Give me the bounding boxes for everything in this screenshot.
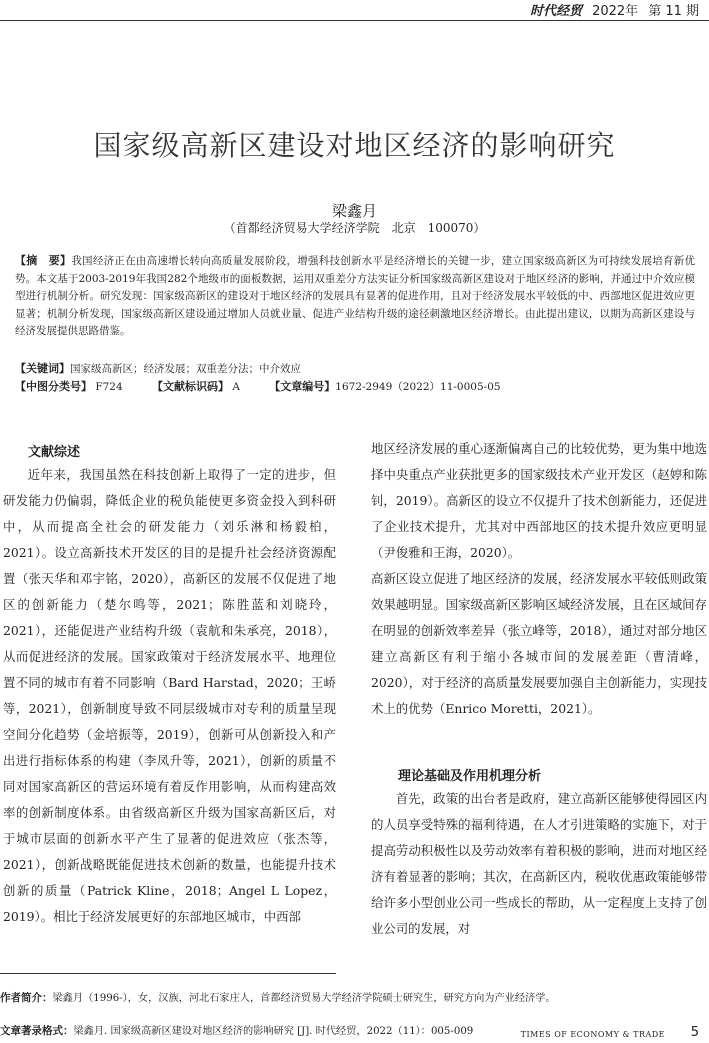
- right-column-bottom: [371, 786, 707, 942]
- classification-line: [15, 378, 695, 394]
- section-heading-literature: 文献综述: [28, 445, 81, 460]
- left-paragraph: 近年来，我国虽然在科技创新上取得了一定的进步，但研发能力仍偏弱，降低企业的税负能使更多资金投入到科研中，从而提高全社会的研发能力（刘乐淋和杨毅柏，2021）。设立高新技术开发区的目的是提升社会经济资源配置（张天华和邓宇铭，2020），高新区的发展不仅促进了地区的创新能力（楚尔鸣等，2021；陈胜蓝和刘晓玲，2021），还能促进产业结构升级（袁航和朱承亮，2018），从而促进经济的发展。国家政策对于经济发展水平、地理位置不同的城市有着不同影响（Bard Harstad，2020；王峤等，2021），创新制度导致不同层级城市对专利的质量呈现空间分化趋势（金培振等，2019），创新可从创新投入和产出进行指标体系的构建（李凤升等，2021），创新的质量不同对国家高新区的营运环境有着反作用影响，从而构建高效率的创新制度体系。由省级高新区升级为国家高新区后，对于城市层面的创新水平产生了显著的促进效应（张杰等，2021），创新战略既能促进技术创新的数量，也能提升技术创新的质量（Patrick Kline，2018；Angel L Lopez，2019）。相比于经济发展更好的东部地区城市，中西部: [3, 467, 336, 924]
- author-name: 梁鑫月: [331, 202, 377, 220]
- keywords-label: 【关键词】: [15, 362, 70, 375]
- header-rule: [0, 20, 709, 21]
- page-number: 5: [690, 1025, 699, 1040]
- author-bio-text: 梁鑫月（1996-），女，汉族，河北石家庄人，首都经济贸易大学经济学院硕士研究生，研究方向为产业经济学。: [52, 993, 556, 1004]
- keywords: [15, 360, 695, 376]
- citation-label: 文章著录格式：: [0, 1025, 74, 1037]
- abstract-label: 【摘 要】: [15, 254, 72, 267]
- right-paragraph-2: 高新区设立促进了地区经济的发展，经济发展水平较低则政策效果越明显。国家级高新区影响区域经济发展，且在区域间存在明显的创新效率差异（张立峰等，2018），通过对部分地区建立高新区有利于缩小各城市间的发展差距（曹清峰，2020），对于经济的高质量发展要加强自主创新能力，实现技术上的优势（Enrico Moretti，2021）。: [371, 571, 707, 716]
- paper-title: 国家级高新区建设对地区经济的影响研究: [93, 129, 616, 162]
- clc-label: 【中图分类号】: [15, 380, 92, 393]
- running-header: [530, 0, 699, 20]
- abstract-text: 我国经济正在由高速增长转向高质量发展阶段，增强科技创新水平是经济增长的关键一步，建立国家级高新区为可持续发展培育新优势。本文基于2003-2019年我国282个地级市的面板数据，运用双重差分方法实证分析国家级高新区建设对于地区经济的影响，并通过中介效应模型进行机制分析。研究发现：国家级高新区的建设对于地区经济的发展具有显著的促进作用，且对于经济发展水平较低的中、西部地区促进效应更显著；机制分析发现，国家级高新区建设通过增加人员就业量、促进产业结构升级的途径刺激地区经济增长。由此提出建议，以期为高新区建设与经济发展提供思路借鉴。: [15, 255, 696, 337]
- abstract: [15, 252, 695, 341]
- article-number-value: 1672-2949（2022）11-0005-05: [335, 381, 501, 393]
- right-column-top: [371, 436, 707, 722]
- section-heading-theory: 理论基础及作用机理分析: [398, 769, 542, 784]
- author-bio-label: 作者简介：: [0, 992, 53, 1004]
- journal-name: 时代经贸: [530, 4, 583, 19]
- citation-text: 梁鑫月. 国家级高新区建设对地区经济的影响研究 [J]. 时代经贸，2022（11）：005-009: [73, 1026, 474, 1037]
- keywords-text: 国家级高新区；经济发展；双重差分法；中介效应: [70, 363, 301, 375]
- doc-code-value: A: [232, 381, 240, 393]
- doc-code-label: 【文献标识码】: [152, 380, 230, 393]
- journal-year: 2022年: [592, 4, 639, 19]
- author-affiliation: （首都经济贸易大学经济学院 北京 100070）: [223, 221, 486, 235]
- author-bio: [0, 990, 700, 1007]
- footnote-rule: [0, 973, 336, 974]
- journal-issue: 第 11 期: [648, 4, 699, 19]
- right-paragraph-1: 地区经济发展的重心逐渐偏离自己的比较优势，更为集中地选择中央重点产业获批更多的国家级技术产业开发区（赵婷和陈钊，2019）。高新区的设立不仅提升了技术创新能力，还促进了企业技术提升，尤其对中西部地区的技术提升效应更明显（尹俊雅和王海，2020）。: [371, 441, 707, 560]
- theory-paragraph: 首先，政策的出台者是政府，建立高新区能够使得园区内的人员享受特殊的福利待遇，在人才引进策略的实施下，对于提高劳动积极性以及劳动效率有着积极的影响，进而对地区经济有着显著的影响；其次，在高新区内，税收优惠政策能够带给许多小型创业公司一些成长的帮助，从一定程度上支持了创业公司的发展，对: [371, 791, 707, 936]
- clc-value: F724: [95, 381, 123, 393]
- journal-english-name: TIMES OF ECONOMY & TRADE: [520, 1030, 665, 1039]
- article-number-label: 【文章编号】: [269, 380, 336, 393]
- left-column: [3, 462, 336, 930]
